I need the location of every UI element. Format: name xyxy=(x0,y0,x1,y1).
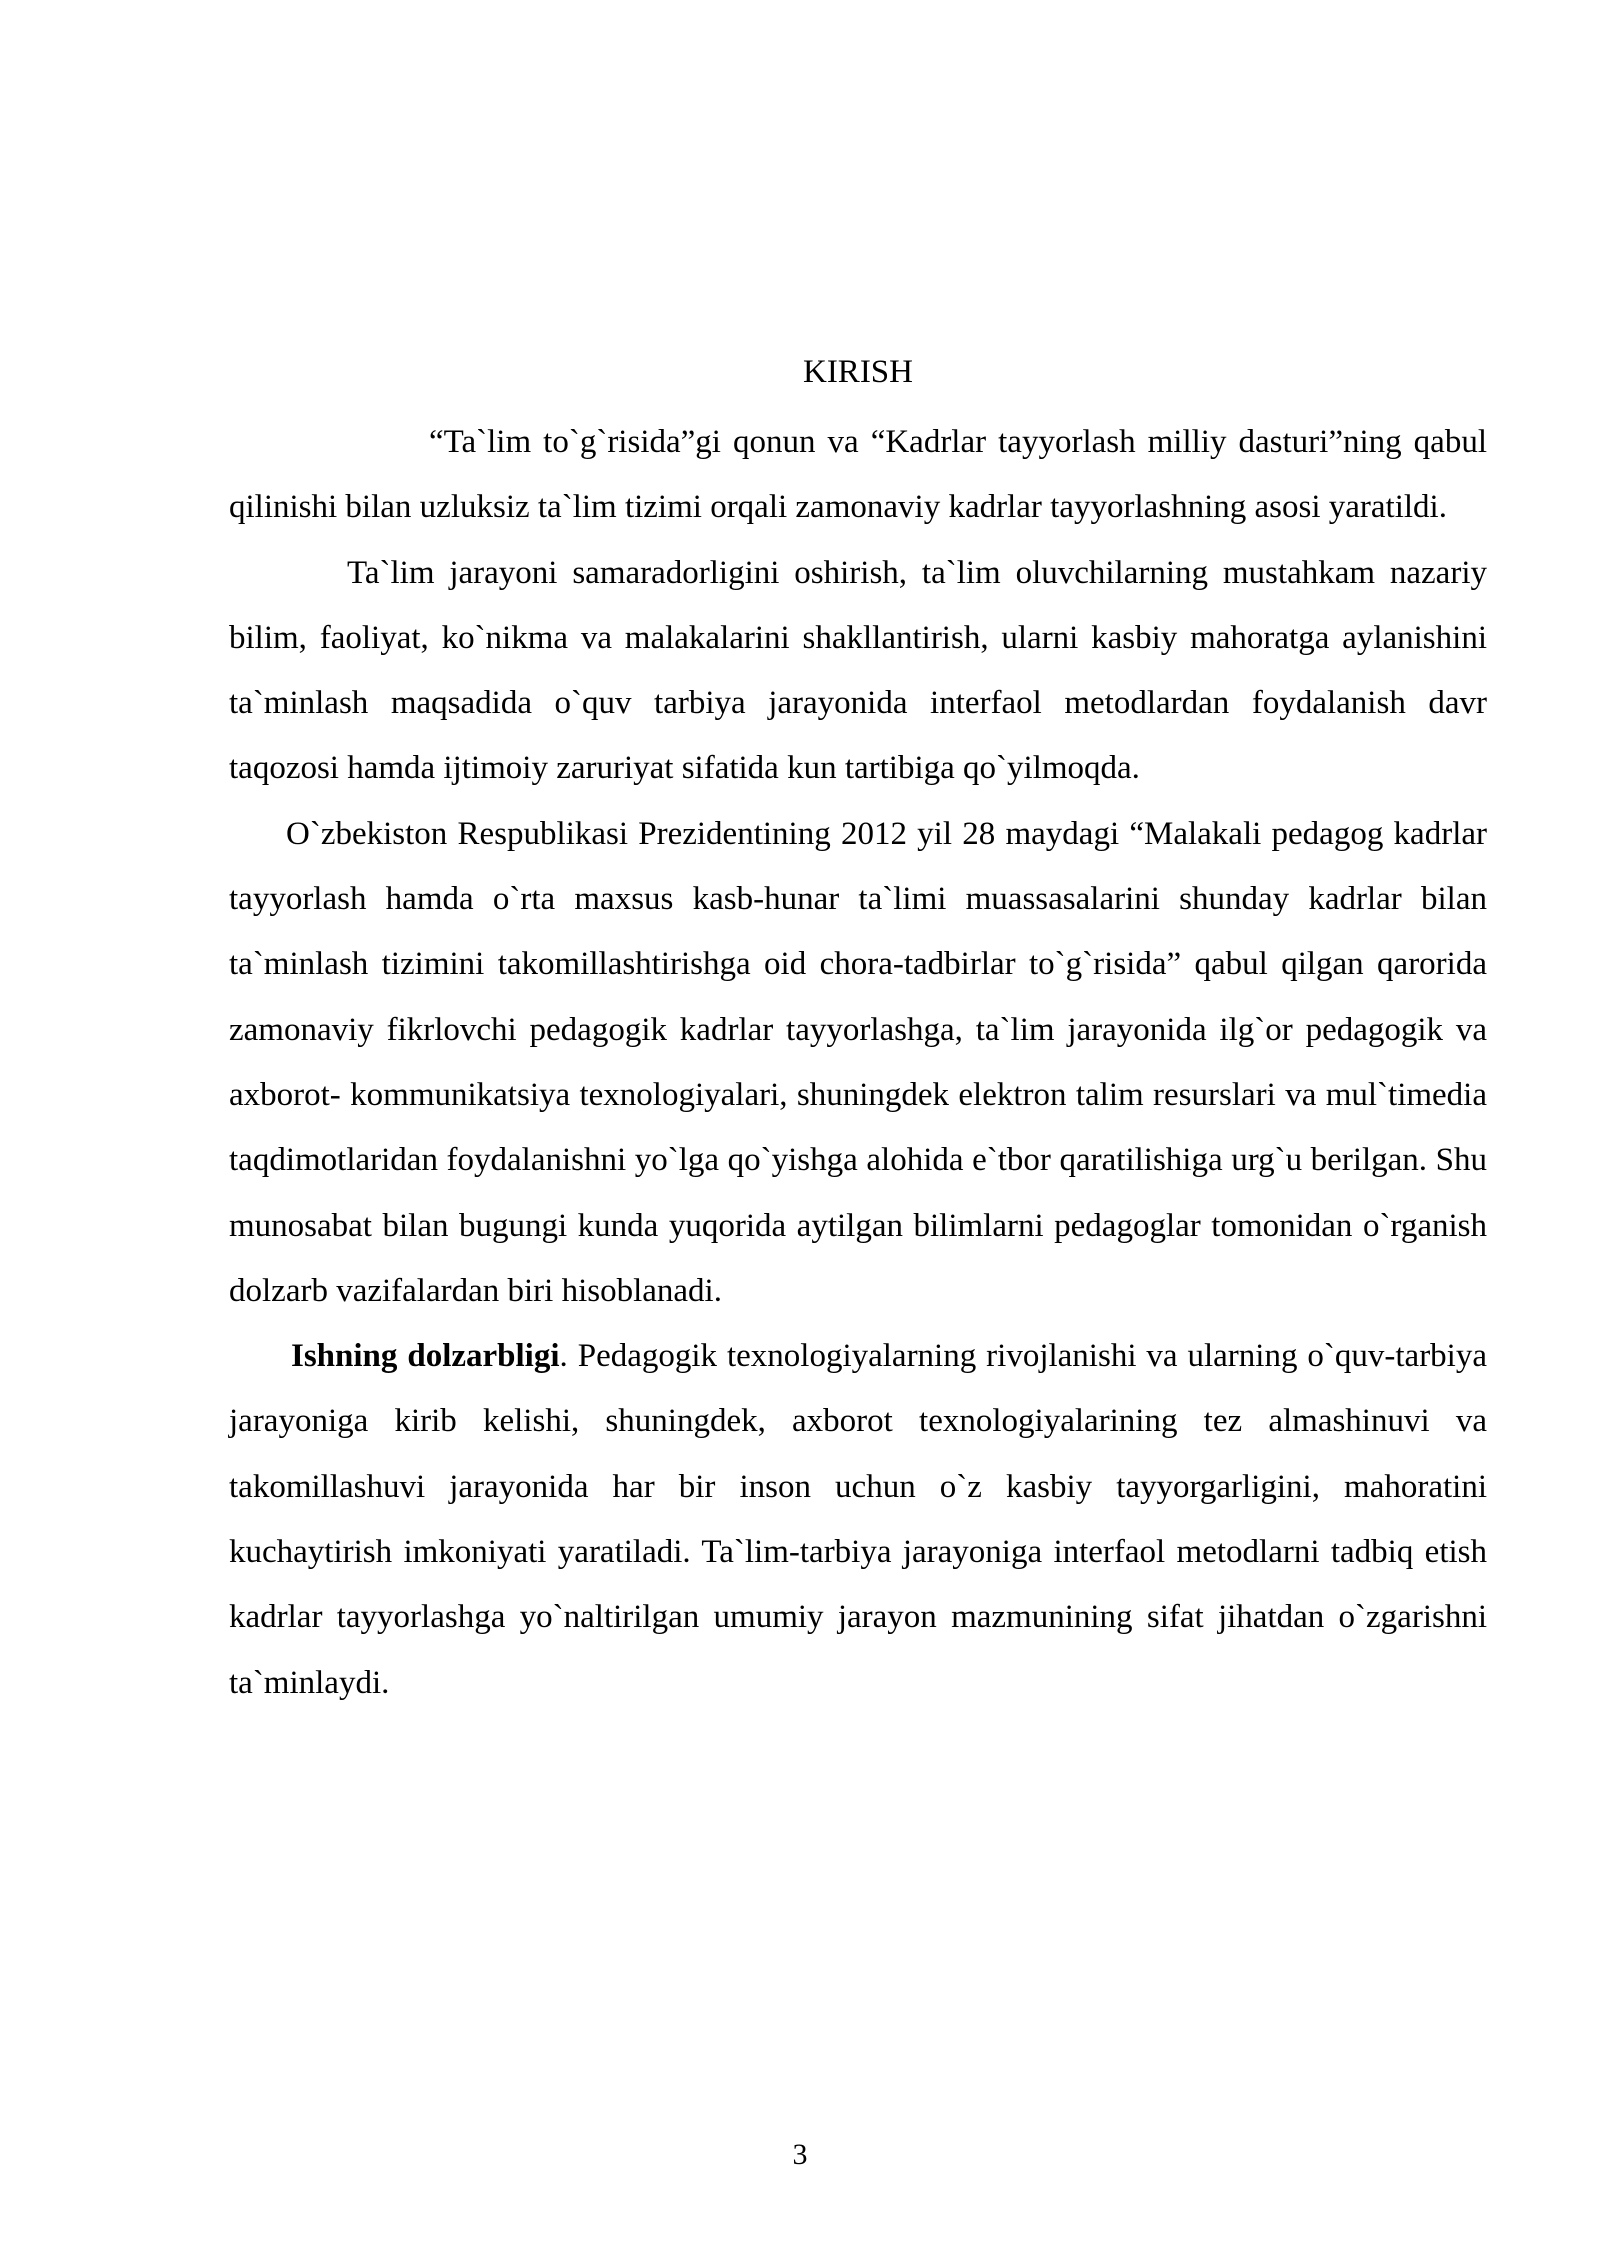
relevance-text: . Pedagogik texnologiyalarning rivojlanishi va ularning o`quv-tarbiya jarayoniga kirib kelishi, shuningdek, axborot texnologiyalarining tez almashinuvi va takomillashuvi jarayonida har bir inson uchun o`z kasbiy tayyorgarligini, mahoratini kuchaytirish imkoniyati yaratiladi. Ta`lim-tarbiya jarayoniga interfaol metodlarni tadbiq etish kadrlar tayyorlashga yo`naltirilgan umumiy jarayon mazmunining sifat jihatdan o`zgarishni ta`minlaydi. xyxy=(229,1338,1487,1701)
page-number: 3 xyxy=(792,2138,808,2171)
page-content xyxy=(229,345,1487,1716)
paragraph-presidential-decree: O`zbekiston Respublikasi Prezidentining 2012 yil 28 maydagi “Malakali pedagog kadrlar tayyorlash hamda o`rta maxsus kasb-hunar ta`limi muassasalarini shunday kadrlar bilan ta`minlash tizimini takomillashtirishga oid chora-tadbirlar to`g`risida” qabul qilgan qarorida zamonaviy fikrlovchi pedagogik kadrlar tayyorlashga, ta`lim jarayonida ilg`or pedagogik va axborot- kommunikatsiya texnologiyalari, shuningdek elektron talim resurslari va mul`timedia taqdimotlaridan foydalanishni yo`lga qo`yishga alohida e`tbor qaratilishiga urg`u berilgan. Shu munosabat bilan bugungi kunda yuqorida aytilgan bilimlarni pedagoglar tomonidan o`rganish dolzarb vazifalardan biri hisoblanadi. xyxy=(229,815,1487,1309)
paragraph-learning-process: Ta`lim jarayoni samaradorligini oshirish, ta`lim oluvchilarning mustahkam nazariy bilim, faoliyat, ko`nikma va malakalarini shakllantirish, ularni kasbiy mahoratga aylanishini ta`minlash maqsadida o`quv tarbiya jarayonida interfaol metodlardan foydalanish davr taqozosi hamda ijtimoiy zaruriyat sifatida kun tartibiga qo`yilmoqda. xyxy=(229,554,1487,787)
page-title: KIRISH xyxy=(802,354,913,390)
paragraph-intro: “Ta`lim to`g`risida”gi qonun va “Kadrlar tayyorlash milliy dasturi”ning qabul qilinishi bilan uzluksiz ta`lim tizimi orqali zamonaviy kadrlar tayyorlashning asosi yaratildi. xyxy=(229,424,1487,526)
relevance-heading: Ishning dolzarbligi xyxy=(291,1338,560,1375)
paragraph-relevance xyxy=(229,1324,1487,1716)
